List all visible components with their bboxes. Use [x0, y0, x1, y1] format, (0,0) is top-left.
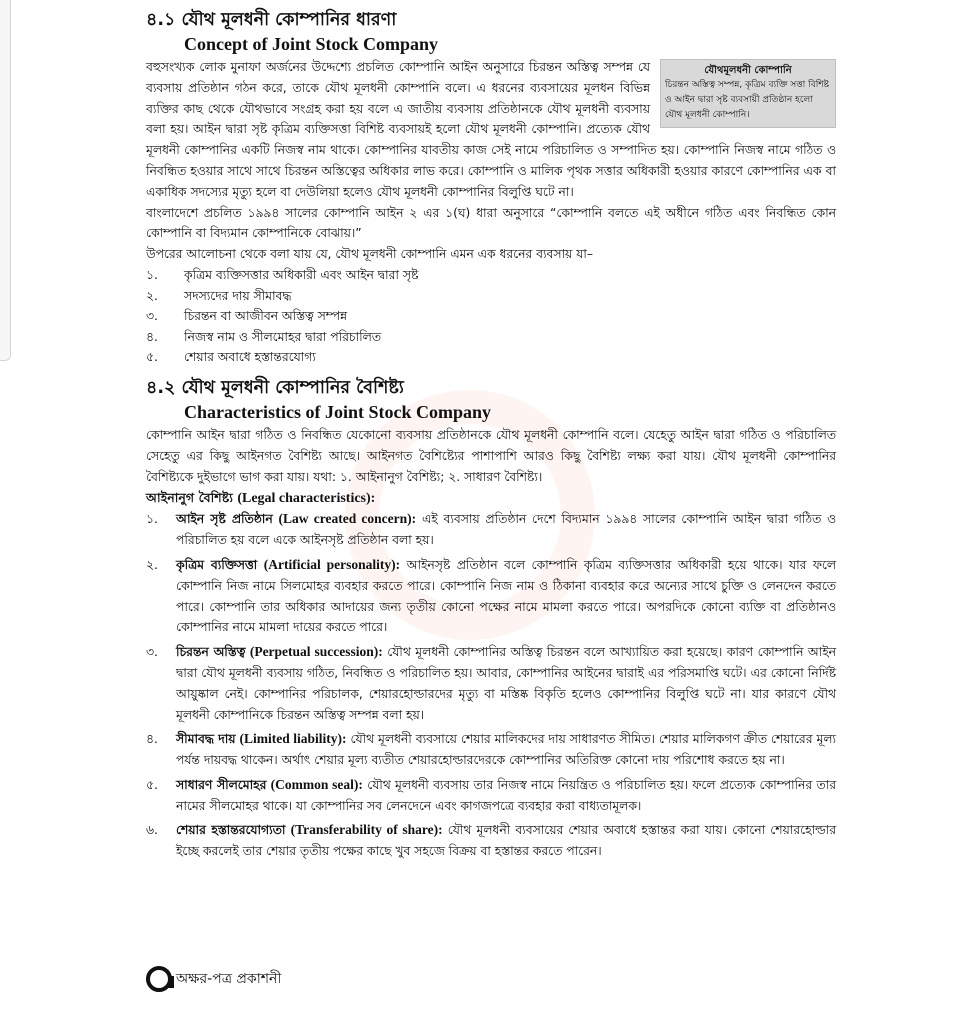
- list-item: ২. কৃত্রিম ব্যক্তিসত্তা (Artificial personality): আইনসৃষ্ট প্রতিষ্ঠান বলে কোম্পানি কৃত্রিম ব্যক্তিসত্তার অধিকারী হয়ে থাকে। যার ফলে কোম্পানি নিজ নামে সিলমোহর ব্যবহার করতে পারে। কোম্পানি নিজ নাম ও ঠিকানা ব্যবহার করে অন্যের সাথে চুক্তি ও লেনদেন করতে পারে। কোম্পানি তার অধিকার আদায়ের জন্য তৃতীয় কোনো পক্ষের নামে মামলা করতে পারে। অপরদিকে কোনো ব্যক্তি বা প্রতিষ্ঠানও কোম্পানির নামে মামলা দায়ের করতে পারে।: [146, 556, 836, 635]
- page-edge-shadow: [0, 0, 11, 361]
- publisher-logo-icon: [146, 966, 172, 992]
- list-item: ২. সদস্যদের দায় সীমাবদ্ধ: [146, 288, 292, 303]
- section-1-paragraph-2: বাংলাদেশে প্রচলিত ১৯৯৪ সালের কোম্পানি আইন ২ এর ১(ঘ) ধারা অনুসারে “কোম্পানি বলতে এই অধীনে গঠিত এবং নিবন্ধিত কোন কোম্পানি বা বিদ্যমান কোম্পানিকে বোঝায়।”: [146, 205, 836, 241]
- list-item: ৬. শেয়ার হস্তান্তরযোগ্যতা (Transferability of share): যৌথ মূলধনী ব্যবসায়ের শেয়ার অবাধে হস্তান্তর করা যায়। কোনো শেয়ারহোল্ডার ইচ্ছে করলেই তার শেয়ার তৃতীয় পক্ষের কাছে খুব সহজে বিক্রয় বা হস্তান্তর করতে পারেন।: [146, 822, 836, 859]
- legal-characteristics-heading: আইনানুগ বৈশিষ্ট্য (Legal characteristics):: [146, 490, 376, 507]
- features-summary-list: [146, 265, 836, 368]
- list-item: ৪. সীমাবদ্ধ দায় (Limited liability): যৌথ মূলধনী ব্যবসায়ে শেয়ার মালিকদের দায় সাধারণত সীমিত। শেয়ার মালিকগণ ক্রীত শেয়ারের মূল্য পর্যন্ত দায়বদ্ধ থাকেন। অর্থাৎ শেয়ার মূল্য ব্যতীত শেয়ারহোল্ডারদেরকে কোম্পানির অতিরিক্ত কোনো দায় পরিশোধ করতে হয় না।: [146, 731, 837, 768]
- document-page: [146, 8, 836, 866]
- page-footer: [146, 966, 281, 992]
- section-1-title: ৪.১ যৌথ মূলধনী কোম্পানির ধারণা: [146, 10, 397, 30]
- list-item: ৩. চিরন্তন অস্তিত্ব (Perpetual succession): যৌথ মূলধনী কোম্পানির অস্তিত্ব চিরন্তন বলে আখ্যায়িত করা হয়েছে। কারণ কোম্পানি আইন দ্বারা যৌথ মূলধনী ব্যবসায় গঠিত, নিবন্ধিত ও পরিচালিত হয়। আবার, কোম্পানির আইনের দ্বারাই এর পরিসমাপ্তি ঘটে। এর কোনো নির্দিষ্ট আয়ুষ্কাল নেই। কোম্পানির পরিচালক, শেয়ারহোল্ডারদের মৃত্যু বা মস্তিষ্ক বিকৃতি হলেও কোম্পানির বিলুপ্তি ঘটে না। যার কারণে যৌথ মূলধনী কোম্পানিকে চিরন্তন অস্তিত্ব সম্পন্ন বলা হয়।: [146, 644, 836, 722]
- list-item: ৪. নিজস্ব নাম ও সীলমোহর দ্বারা পরিচালিত: [146, 329, 381, 344]
- section-2-title: ৪.২ যৌথ মূলধনী কোম্পানির বৈশিষ্ট্য: [146, 377, 404, 398]
- section-2-intro: কোম্পানি আইন দ্বারা গঠিত ও নিবন্ধিত যেকোনো ব্যবসায় প্রতিষ্ঠানকে যৌথ মূলধনী কোম্পানি বলে। যেহেতু আইন দ্বারা গঠিত ও পরিচালিত সেহেতু এর কিছু আইনগত বৈশিষ্ট্য আছে। আইনগত বৈশিষ্ট্যের পাশাপাশি আরও কিছু বৈশিষ্ট্য লক্ষ্য করা যায়। যৌথ মূলধনী কোম্পানির বৈশিষ্ট্যকে দুইভাগে ভাগ করা যায়। যথা: ১. আইনানুগ বৈশিষ্ট্য; ২. সাধারণ বৈশিষ্ট্য।: [146, 427, 836, 484]
- list-item: ১. কৃত্রিম ব্যক্তিসত্তার অধিকারী এবং আইন দ্বারা সৃষ্ট: [146, 267, 419, 282]
- list-item: ৩. চিরন্তন বা আজীবন অস্তিত্ব সম্পন্ন: [146, 309, 347, 324]
- section-1-paragraph-1: বহুসংখ্যক লোক মুনাফা অর্জনের উদ্দেশ্যে প্রচলিত কোম্পানি আইন অনুসারে চিরন্তন অস্তিত্ব সম্পন্ন যে ব্যবসায় প্রতিষ্ঠান গঠন করে, তাকে যৌথ মূলধনী কোম্পানি বলে। এ ধরনের ব্যবসায়ের মূলধন বিভিন্ন ব্যক্তির কাছ থেকে যৌথভাবে সংগ্রহ করা হয় বলে এ জাতীয় ব্যবসায় প্রতিষ্ঠানকে যৌথ মূলধনী ব্যবসায় বলা হয়। আইন দ্বারা সৃষ্ট কৃত্রিম ব্যক্তিসত্তা বিশিষ্ট ব্যবসায়ই হলো যৌথ মূলধনী কোম্পানি। প্রত্যেক যৌথ মূলধনী কোম্পানির একটি নিজস্ব নাম থাকে। কোম্পানির যাবতীয় কাজ সেই নামে পরিচালিত ও সম্পাদিত হয়। কোম্পানি নিজস্ব নামে গঠিত ও নিবন্ধিত হওয়ার সাথে সাথে চিরন্তন অস্তিত্বের অধিকার লাভ করে। কোম্পানি ও মালিক পৃথক সত্তার অধিকারী হওয়ার কারণে কোম্পানির এক বা একাধিক সদস্যের মৃত্যু হলে বা দেউলিয়া হলেও যৌথ মূলধনী কোম্পানির বিলুপ্তি ঘটে না।: [146, 60, 836, 199]
- list-item: ১. আইন সৃষ্ট প্রতিষ্ঠান (Law created concern): এই ব্যবসায় প্রতিষ্ঠান দেশে বিদ্যমান ১৯৯৪ সালের কোম্পানি আইন দ্বারা গঠিত ও পরিচালিত হয় বলে একে আইনসৃষ্ট প্রতিষ্ঠান বলা হয়।: [146, 511, 837, 548]
- definition-box: [660, 59, 836, 128]
- list-item: ৫. সাধারণ সীলমোহর (Common seal): যৌথ মূলধনী ব্যবসায় তার নিজস্ব নামে নিয়ন্ত্রিত ও পরিচালিত হয়। ফলে প্রত্যেক কোম্পানির তার নামের সীলমোহর থাকে। যা কোম্পানির সব লেনদেনে এবং কাগজপত্রে ব্যবহার করা বাধ্যতামূলক।: [146, 776, 836, 813]
- section-1-paragraph-3: উপরের আলোচনা থেকে বলা যায় যে, যৌথ মূলধনী কোম্পানি এমন এক ধরনের ব্যবসায় যা–: [146, 247, 594, 262]
- list-item: ৫. শেয়ার অবাধে হস্তান্তরযোগ্য: [146, 350, 316, 365]
- section-2-subtitle: Characteristics of Joint Stock Company: [184, 401, 491, 422]
- definition-box-text: চিরন্তন অস্তিত্ব সম্পন্ন, কৃত্রিম ব্যক্তি সত্তা বিশিষ্ট ও আইন দ্বারা সৃষ্ট ব্যবসায়ী প্রতিষ্ঠান হলো যৌথ মূলধনী কোম্পানি।: [665, 80, 830, 120]
- definition-box-title: যৌথমূলধনী কোম্পানি: [704, 65, 792, 76]
- legal-characteristics-list: [146, 509, 836, 862]
- section-1-subtitle: Concept of Joint Stock Company: [184, 34, 439, 54]
- publisher-name: অক্ষর-পত্র প্রকাশনী: [176, 971, 282, 987]
